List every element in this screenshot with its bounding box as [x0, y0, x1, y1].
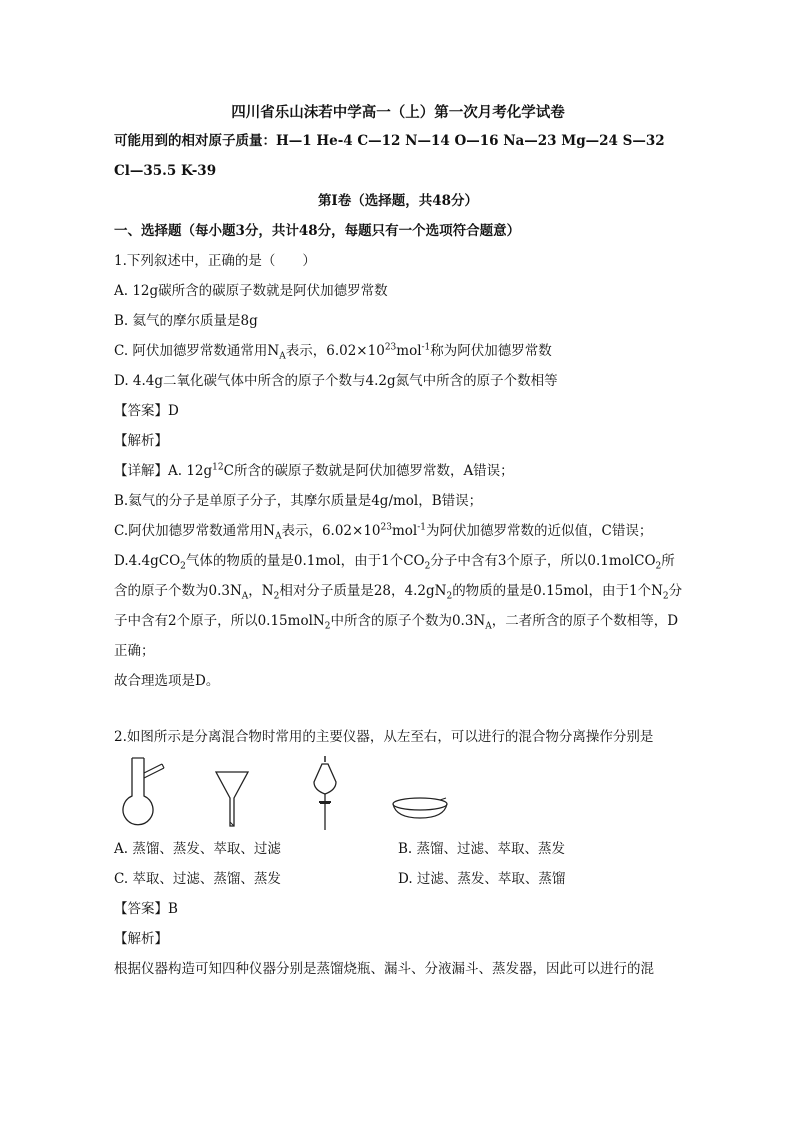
page-title: 四川省乐山沫若中学高一（上）第一次月考化学试卷 — [231, 104, 565, 121]
part-heading: 一、选择题（每小题3分，共计48分，每题只有一个选项符合题意） — [114, 223, 521, 239]
q1-option-b: B. 氦气的摩尔质量是8g — [114, 313, 258, 329]
text: 为阿伏加德罗常数的近似值，C错误； — [426, 523, 653, 539]
text: 所 — [661, 553, 675, 569]
apparatus-figure — [114, 756, 682, 834]
text: 表示，6.02×10 — [285, 343, 385, 359]
evaporating-dish-icon — [390, 756, 450, 832]
q2-option-b: B. 蒸馏、过滤、萃取、蒸发 — [398, 841, 566, 857]
q1-stem: 1.下列叙述中，正确的是（ ） — [114, 253, 316, 269]
text: ，二者所含的原子个数相等，D — [491, 613, 679, 629]
q1-detail-d-1 — [114, 548, 682, 574]
q2-option-c: C. 萃取、过滤、蒸馏、蒸发 — [114, 871, 281, 887]
text: C. 阿伏加德罗常数通常用N — [114, 343, 280, 359]
distillation-flask-icon — [118, 756, 168, 832]
subscript: 2 — [180, 561, 186, 572]
subscript: 2 — [324, 621, 331, 632]
text: 称为阿伏加德罗常数 — [430, 343, 552, 359]
text: C.阿伏加德罗常数通常用N — [114, 523, 275, 539]
q1-detail-d-3 — [114, 608, 682, 634]
q2-stem: 2.如图所示是分离混合物时常用的主要仪器，从左至右，可以进行的混合物分离操作分别是 — [114, 729, 654, 745]
subscript: 2 — [446, 591, 453, 602]
atomic-mass-line-2: Cl—35.5 K-39 — [114, 163, 217, 179]
subscript: A — [485, 621, 492, 632]
spacer — [114, 698, 682, 724]
text: 相对分子质量是28，4.2gN — [279, 583, 447, 599]
subscript: A — [279, 351, 286, 362]
funnel-icon — [214, 756, 250, 832]
q1-detail-d-4: 正确； — [114, 643, 155, 659]
q1-answer: 【答案】D — [114, 403, 179, 419]
q1-analysis-label: 【解析】 — [114, 433, 168, 449]
text: 分子中含有3个原子，所以0.1molCO — [430, 553, 656, 569]
subscript: 2 — [655, 561, 662, 572]
q2-explanation: 根据仪器构造可知四种仪器分别是蒸馏烧瓶、漏斗、分液漏斗、蒸发器，因此可以进行的混 — [114, 961, 654, 977]
q1-detail-d-2 — [114, 578, 682, 604]
superscript: -1 — [421, 342, 431, 353]
q2-options-row-2 — [114, 866, 682, 892]
superscript: -1 — [417, 522, 426, 533]
subscript: 2 — [273, 591, 280, 602]
q1-detail-b: B.氦气的分子是单原子分子，其摩尔质量是4g/mol，B错误； — [114, 493, 483, 509]
subscript: 2 — [424, 561, 431, 572]
text: 含的原子个数为0.3N — [114, 583, 242, 599]
subscript: A — [274, 531, 282, 542]
q1-option-d: D. 4.4g二氧化碳气体中所含的原子个数与4.2g氮气中所含的原子个数相等 — [114, 373, 558, 389]
text: 表示，6.02×10 — [281, 523, 381, 539]
text: D.4.4gCO — [114, 553, 181, 569]
separatory-funnel-icon — [310, 756, 340, 834]
subscript: 2 — [662, 591, 669, 602]
q1-detail-c — [114, 518, 682, 544]
text: 气体的物质的量是0.1mol，由于1个CO — [185, 553, 425, 569]
q1-option-a: A. 12g碳所含的碳原子数就是阿伏加德罗常数 — [114, 283, 388, 299]
text: 中所含的原子个数为0.3N — [330, 613, 486, 629]
section-heading: 第Ⅰ卷（选择题，共48分） — [317, 193, 479, 209]
q1-conclusion: 故合理选项是D。 — [114, 673, 220, 689]
subscript: A — [241, 591, 249, 602]
q2-option-d: D. 过滤、蒸发、萃取、蒸馏 — [398, 871, 566, 887]
superscript: 12 — [212, 462, 224, 473]
text: C所含的碳原子数就是阿伏加德罗常数，A错误； — [223, 463, 514, 479]
atomic-mass-line-1: 可能用到的相对原子质量：H—1 He-4 C—12 N—14 O—16 Na—23 Mg—24 S—32 — [114, 133, 665, 149]
q1-detail-a — [114, 458, 682, 484]
q2-option-a: A. 蒸馏、蒸发、萃取、过滤 — [114, 841, 281, 857]
text: 子中含有2个原子，所以0.15molN — [114, 613, 325, 629]
text: 分 — [668, 583, 683, 599]
text: ，N — [248, 583, 274, 599]
text: 的物质的量是0.15mol，由于1个N — [452, 583, 663, 599]
q2-answer: 【答案】B — [114, 901, 178, 917]
q2-analysis-label: 【解析】 — [114, 931, 168, 947]
text: mol — [391, 523, 418, 539]
text: 【详解】A. 12g — [114, 463, 213, 479]
q1-option-c — [114, 338, 682, 364]
q2-options-row-1 — [114, 836, 682, 862]
text: mol — [396, 343, 422, 359]
superscript: 23 — [384, 342, 397, 353]
superscript: 23 — [380, 522, 392, 533]
